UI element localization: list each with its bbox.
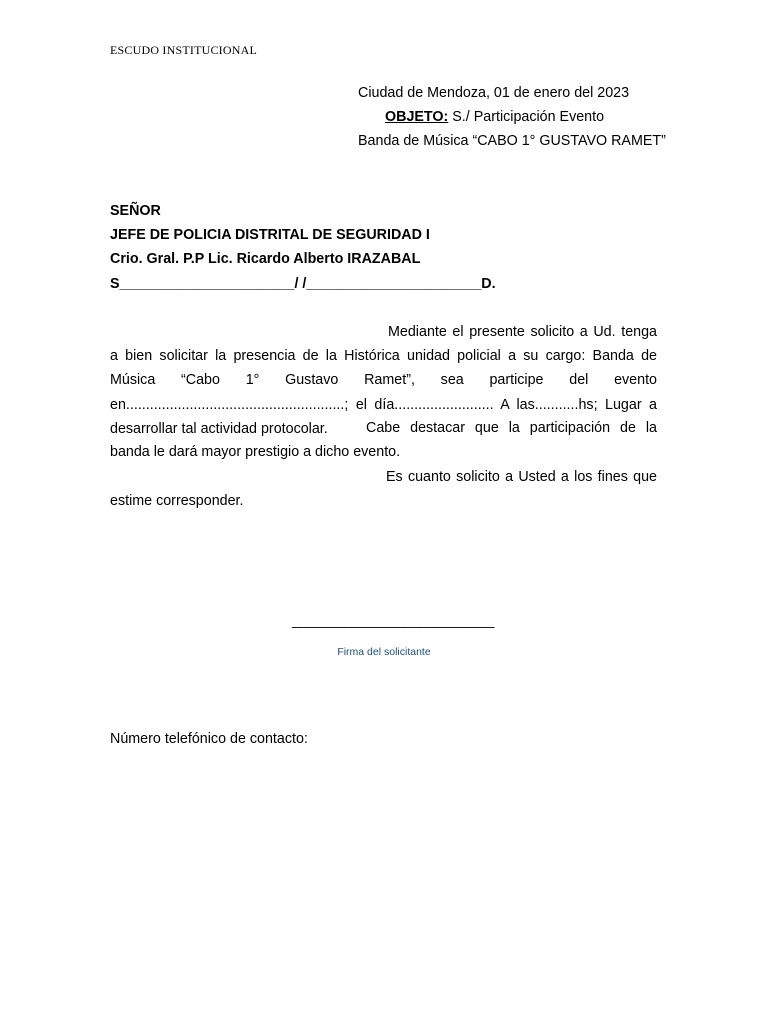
date-line: Ciudad de Mendoza, 01 de enero del 2023 — [358, 85, 630, 101]
paragraph-2-text: Cabe destacar que la participación de la banda le dará mayor prestigio a dicho evento. — [110, 420, 657, 461]
paragraph-3-text: Es cuanto solicito a Usted a los fines que estime corresponder. — [110, 469, 657, 510]
body-paragraph-3 — [110, 465, 657, 513]
objeto-line — [385, 109, 604, 125]
recipient-title: JEFE DE POLICIA DISTRITAL DE SEGURIDAD I — [110, 227, 430, 243]
letterhead: ESCUDO INSTITUCIONAL — [110, 43, 257, 57]
signature-caption: Firma del solicitante — [337, 646, 431, 658]
paragraph-1-text: Mediante el presente solicito a Ud. tenga a bien solicitar la presencia de la Histórica unidad policial a su cargo: Banda de Música “Cabo 1° Gustavo Ramet”, sea participe del evento en.......................................................; el día......................... A las...........hs; Lugar a desarrollar tal actividad protocolar. — [110, 324, 657, 437]
contact-label: Número telefónico de contacto: — [110, 731, 308, 747]
objeto-label: OBJETO: — [385, 109, 449, 125]
body-paragraph-2 — [110, 416, 657, 464]
recipient-salutation: SEÑOR — [110, 203, 161, 219]
recipient-sd-line: S______________________/ /______________________D. — [110, 276, 496, 292]
signature-line: ___________________________ — [292, 612, 495, 628]
recipient-name: Crio. Gral. P.P Lic. Ricardo Alberto IRAZABAL — [110, 251, 421, 267]
banda-line: Banda de Música “CABO 1° GUSTAVO RAMET” — [358, 133, 666, 149]
objeto-text: S./ Participación Evento — [448, 109, 605, 125]
